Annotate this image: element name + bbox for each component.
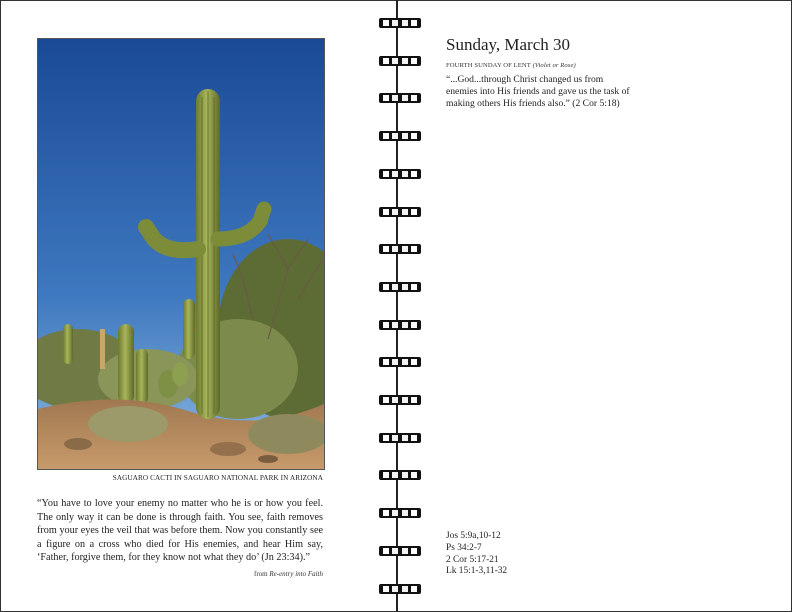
spiral-ring — [378, 318, 422, 332]
spiral-ring — [378, 506, 422, 520]
spiral-ring — [378, 54, 422, 68]
photo-caption: SAGUARO CACTI IN SAGUARO NATIONAL PARK IN ARIZONA — [112, 474, 323, 482]
saguaro-illustration — [38, 39, 324, 469]
spiral-ring — [378, 582, 422, 596]
spiral-ring — [378, 205, 422, 219]
quote-source-prefix: from — [253, 569, 268, 578]
daily-readings — [446, 531, 507, 578]
spiral-ring — [378, 431, 422, 445]
spiral-ring — [378, 280, 422, 294]
spiral-ring — [378, 16, 422, 30]
page-date: Sunday, March 30 — [446, 35, 571, 54]
reading-1: Jos 5:9a,10-12 — [446, 531, 501, 541]
saguaro-photo — [37, 38, 325, 470]
spiral-ring — [378, 355, 422, 369]
scripture-verse: “...God...through Christ changed us from enemies into His friends and gave us the task of making others His friends also.” (2 Cor 5:18) — [446, 74, 630, 110]
spiral-ring — [378, 468, 422, 482]
spiral-ring — [378, 167, 422, 181]
spiral-ring — [378, 393, 422, 407]
feast-name: FOURTH SUNDAY OF LENT — [446, 62, 531, 69]
spiral-ring — [378, 242, 422, 256]
reflection-quote — [37, 497, 323, 582]
liturgical-feast — [446, 62, 576, 69]
spiral-ring — [378, 91, 422, 105]
feast-color: (Violet or Rose) — [532, 62, 576, 69]
reading-2: Ps 34:2-7 — [446, 542, 482, 553]
spiral-ring — [378, 129, 422, 143]
quote-source — [254, 568, 323, 582]
reading-3: 2 Cor 5:17-21 — [446, 554, 499, 565]
spiral-ring — [378, 544, 422, 558]
quote-source-title: Re-entry into Faith — [269, 569, 323, 578]
reading-4: Lk 15:1-3,11-32 — [446, 566, 508, 577]
quote-text: “You have to love your enemy no matter who he is or how you feel. The only way it can be done is through faith. You see, faith removes from your eyes the veil that was before them. Now you constantly see a figure on a cross who died for His enemies, and hear Him say, ‘Father, forgive them, for they know not what they do’ (Jn 23:34).” — [37, 498, 323, 564]
